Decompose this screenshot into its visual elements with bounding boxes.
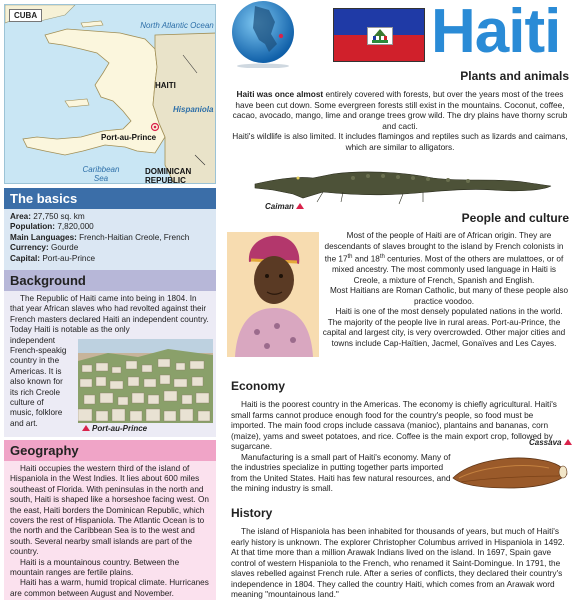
people-title: People and culture xyxy=(461,211,569,225)
economy-p1: Haiti is the poorest country in the Americas. The economy is chiefly agricultural. Haiti's small farms cannot produce enough food for the country's people, so food must be imported. The main food crops include cassava (manioc), plantains and bananas, corn (maize), yams and sweet potatoes, and rice. Coffee is the main export crop, followed by sugarcane. xyxy=(231,399,557,451)
people-text xyxy=(319,231,569,349)
coat-of-arms-icon xyxy=(367,27,393,45)
map-label-hispaniola: Hispaniola xyxy=(173,105,214,114)
fact-population: Population: 7,820,000 xyxy=(10,222,94,232)
triangle-marker-icon xyxy=(564,439,572,445)
left-column xyxy=(0,0,220,600)
map-label-ocean: North Atlantic Ocean xyxy=(140,21,214,30)
history-body xyxy=(223,523,577,600)
geography-body xyxy=(4,461,216,600)
plants-section xyxy=(223,66,577,212)
fact-currency: Currency: Gourde xyxy=(10,243,79,253)
cassava-image xyxy=(449,444,569,498)
geography-p1: Haiti occupies the western third of the island of Hispaniola in the West Indies. It lies about 600 miles southeast of Florida. With peninsulas in the north and south, Haiti is shaped like a horseshoe facing west. On the east, Haiti borders the Dominican Republic, which covers the rest of Hispaniola. The Atlantic Ocean is to the north and the Caribbean Sea is to the west and south. Several nearby small islands are part of the country. xyxy=(10,464,209,557)
people-p2: Most Haitians are Roman Catholic, but many of these people also practice voodoo. xyxy=(329,286,569,306)
plants-body xyxy=(223,86,577,212)
right-column xyxy=(223,0,577,600)
people-p3: Haiti is one of the most densely populated nations in the world. The majority of the people live in rural areas. Port-au-Prince, the capital and largest city, is very overcrowded. Other major cities and towns include Cap-Haïtien, Jacmel, Gonaïves and Les Cayes. xyxy=(322,307,566,348)
globe-icon xyxy=(225,0,305,68)
history-section xyxy=(223,503,577,600)
basics-section xyxy=(4,188,216,283)
plants-title: Plants and animals xyxy=(460,69,569,83)
geography-title: Geography xyxy=(4,440,216,461)
haiti-map xyxy=(4,4,216,184)
cassava-caption: Cassava xyxy=(529,438,574,449)
port-au-prince-caption: Port-au-Prince xyxy=(82,424,147,434)
haiti-flag xyxy=(333,8,425,62)
geography-p2: Haiti is a mountainous country. Between the mountain ranges are fertile plains. xyxy=(10,557,180,578)
caiman-caption: Caiman xyxy=(265,202,306,213)
history-p1: The island of Hispaniola has been inhabited for thousands of years, but much of Haiti's early history is unknown. The explorer Christopher Columbus arrived in Hispaniola in 1492. At that time more than a million Arawak Indians lived on the island. In 1697, Spain gave control of western Hispaniola to the French, who renamed it Saint-Domingue. In 1791, the slaves rebelled against French rule. After a series of conflicts, they declared their country's independence in 1804. They called the country Haiti, which comes from an Arawak word meaning "mountainous land." xyxy=(231,526,565,599)
people-section xyxy=(223,208,577,368)
fact-area: Area: 27,750 sq. km xyxy=(10,212,85,221)
map-label-sea: Caribbean Sea xyxy=(82,165,120,183)
plants-p2: Haiti's wildlife is also limited. It includes flamingos and reptiles such as lizards and caimans, which are similar to alligators. xyxy=(232,131,568,152)
map-label-cuba: CUBA xyxy=(9,9,42,22)
geography-section xyxy=(4,440,216,600)
economy-body xyxy=(223,396,577,500)
map-graphic xyxy=(5,5,216,184)
port-au-prince-photo xyxy=(78,339,213,423)
history-title: History xyxy=(231,506,273,520)
economy-title: Economy xyxy=(231,379,286,393)
map-label-dominican: DOMINICAN REPUBLIC xyxy=(145,167,192,184)
basics-title: The basics xyxy=(4,188,216,209)
geography-p3: Haiti has a warm, humid tropical climate. Hurricanes are common between August and November. xyxy=(10,578,209,598)
map-label-capital: Port-au-Prince xyxy=(101,133,157,142)
girl-portrait xyxy=(227,232,319,357)
caiman-image xyxy=(253,156,553,206)
background-body xyxy=(4,291,216,437)
people-body xyxy=(223,228,577,368)
economy-section xyxy=(223,376,577,500)
background-section xyxy=(4,270,216,437)
background-intro: The Republic of Haiti came into being in 1804. In that year African slaves who had revolted against their French masters declared Haiti an independent country. Today Haiti is notable as the only xyxy=(10,294,209,335)
fact-capital: Capital: Port-au-Prince xyxy=(10,253,96,263)
map-label-haiti: HAITI xyxy=(155,81,176,90)
background-wrap: independent French-speakig country in the Americas. It is also known for its rich Creole culture of music, folklore and art. xyxy=(10,335,67,428)
plants-p1: Haiti was once almost entirely covered with forests, but over the years most of the trees have been cut down. Some evergreen forests still exist in the mountains. Coconut, coffee, cacao, avocado, mango, lime and orange trees grow wild. The dry plains have thorny scrub and cacti. xyxy=(232,89,568,131)
people-p1: Most of the people of Haiti are of African origin. They are descendants of slaves brought to the island by French colonists in the 17th and 18th centuries. Most of the others are mulattoes, or of mixed ancestry. The most commonly used language in Haiti is Creole, a mixture of French, Spanish and English. xyxy=(324,231,564,285)
background-title: Background xyxy=(4,270,216,291)
economy-p2: Manufacturing is a small part of Haiti's economy. Many of the industries specialize in putting together parts imported from the United States. Haiti has few natural resources, and the mining industry is small. xyxy=(231,451,451,493)
fact-languages: Main Languages: French-Haitian Creole, French xyxy=(10,232,190,242)
triangle-marker-icon xyxy=(82,425,90,431)
page-title: Haiti xyxy=(431,0,561,66)
